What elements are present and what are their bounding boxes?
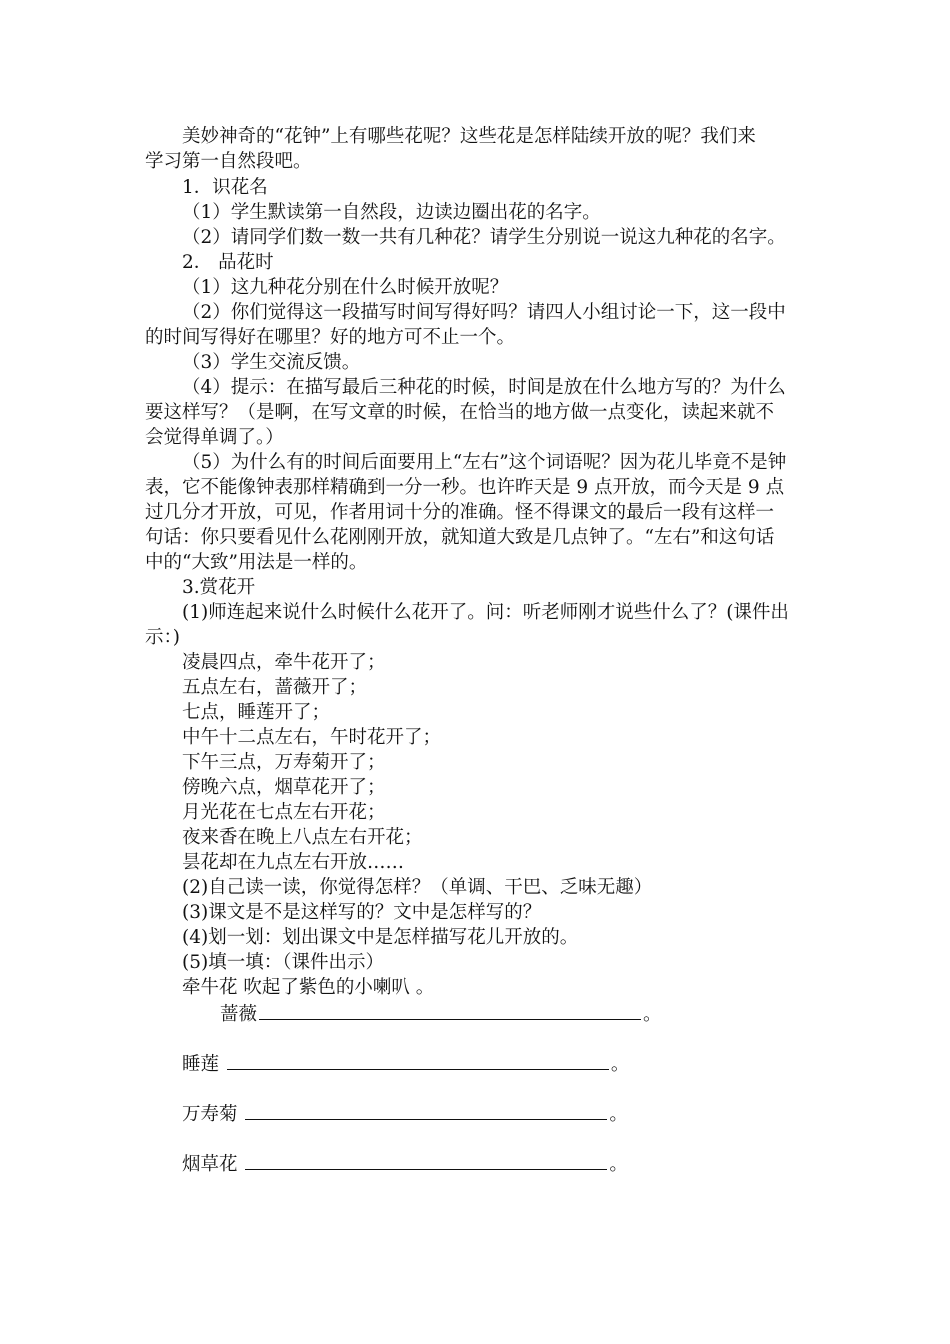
section-2-question-4-line-3: 会觉得单调了。） <box>145 427 284 448</box>
section-2-question-4-line-1: （4）提示：在描写最后三种花的时候，时间是放在什么地方写的？为什么 <box>182 377 786 398</box>
fill-row-3 <box>182 1100 628 1127</box>
fill-label: 万寿菊 <box>182 1104 238 1125</box>
section-3-question-3: (3)课文是不是这样写的？文中是怎样写的？ <box>182 902 542 923</box>
intro-line-2: 学习第一自然段吧。 <box>145 151 312 172</box>
fill-end-mark: 。 <box>610 1054 630 1075</box>
section-2-question-2-line-2: 的时间写得好在哪里？好的地方可不止一个。 <box>145 327 516 348</box>
fill-label: 睡莲 <box>182 1054 220 1075</box>
intro-line-1: 美妙神奇的“花钟”上有哪些花呢？这些花是怎样陆续开放的呢？我们来 <box>182 126 756 147</box>
fill-row-4 <box>182 1150 628 1177</box>
fill-label: 烟草花 <box>182 1154 238 1175</box>
flower-line: 月光花在七点左右开花； <box>182 802 386 823</box>
fill-end-mark: 。 <box>609 1154 628 1175</box>
flower-line: 凌晨四点，牵牛花开了； <box>182 652 386 673</box>
section-3-title: 3.赏花开 <box>182 577 256 598</box>
flower-line: 五点左右，蔷薇开了； <box>182 677 368 698</box>
fill-blank-line[interactable] <box>227 1050 609 1070</box>
example-sentence: 牵牛花 吹起了紫色的小喇叭 。 <box>182 977 435 998</box>
flower-line: 傍晚六点，烟草花开了； <box>182 777 386 798</box>
section-1-question-1: （1）学生默读第一自然段，边读边圈出花的名字。 <box>182 202 601 223</box>
section-2-question-5-line-4: 句话：你只要看见什么花刚刚开放，就知道大致是几点钟了。“左右”和这句话 <box>145 527 775 548</box>
section-1-title: 1．识花名 <box>182 177 268 198</box>
section-2-title: 2． 品花时 <box>182 252 274 273</box>
section-2-question-4-line-2: 要这样写？（是啊，在写文章的时候，在恰当的地方做一点变化，读起来就不 <box>145 402 775 423</box>
fill-blank-line[interactable] <box>259 1000 641 1020</box>
section-2-question-3: （3）学生交流反馈。 <box>182 352 361 373</box>
section-2-question-5-line-1: （5）为什么有的时间后面要用上“左右”这个词语呢？因为花儿毕竟不是钟 <box>182 452 787 473</box>
section-3-question-5: (5)填一填：（课件出示） <box>182 952 384 973</box>
fill-blank-line[interactable] <box>245 1150 607 1170</box>
fill-end-mark: 。 <box>609 1104 628 1125</box>
section-2-question-5-line-3: 过几分才开放，可见，作者用词十分的准确。怪不得课文的最后一段有这样一 <box>145 502 775 523</box>
flower-line: 七点，睡莲开了； <box>182 702 331 723</box>
section-2-question-2-line-1: （2）你们觉得这一段描写时间写得好吗？请四人小组讨论一下，这一段中 <box>182 302 786 323</box>
section-2-question-1: （1）这九种花分别在什么时候开放呢？ <box>182 277 509 298</box>
section-3-question-2: (2)自己读一读，你觉得怎样？（单调、干巴、乏味无趣） <box>182 877 653 898</box>
section-3-question-4: (4)划一划：划出课文中是怎样描写花儿开放的。 <box>182 927 579 948</box>
fill-blank-line[interactable] <box>245 1100 607 1120</box>
section-3-question-1-line-2: 示：) <box>145 627 180 648</box>
fill-end-mark: 。 <box>643 1004 662 1025</box>
section-2-question-5-line-2: 表，它不能像钟表那样精确到一分一秒。也许昨天是 9 点开放，而今天是 9 点 <box>145 477 785 498</box>
fill-row-2 <box>182 1050 629 1077</box>
section-1-question-2: （2）请同学们数一数一共有几种花？请学生分别说一说这九种花的名字。 <box>182 227 786 248</box>
flower-line: 下午三点，万寿菊开了； <box>182 752 386 773</box>
fill-label: 蔷薇 <box>220 1004 258 1025</box>
fill-row-1 <box>220 1000 662 1027</box>
section-3-question-1-line-1: (1)师连起来说什么时候什么花开了。问：听老师刚才说些什么了？(课件出 <box>182 602 789 623</box>
section-2-question-5-line-5: 中的“大致”用法是一样的。 <box>145 552 368 573</box>
flower-line: 中午十二点左右，午时花开了； <box>182 727 442 748</box>
flower-line: 昙花却在九点左右开放…… <box>182 852 405 873</box>
flower-line: 夜来香在晚上八点左右开花； <box>182 827 423 848</box>
